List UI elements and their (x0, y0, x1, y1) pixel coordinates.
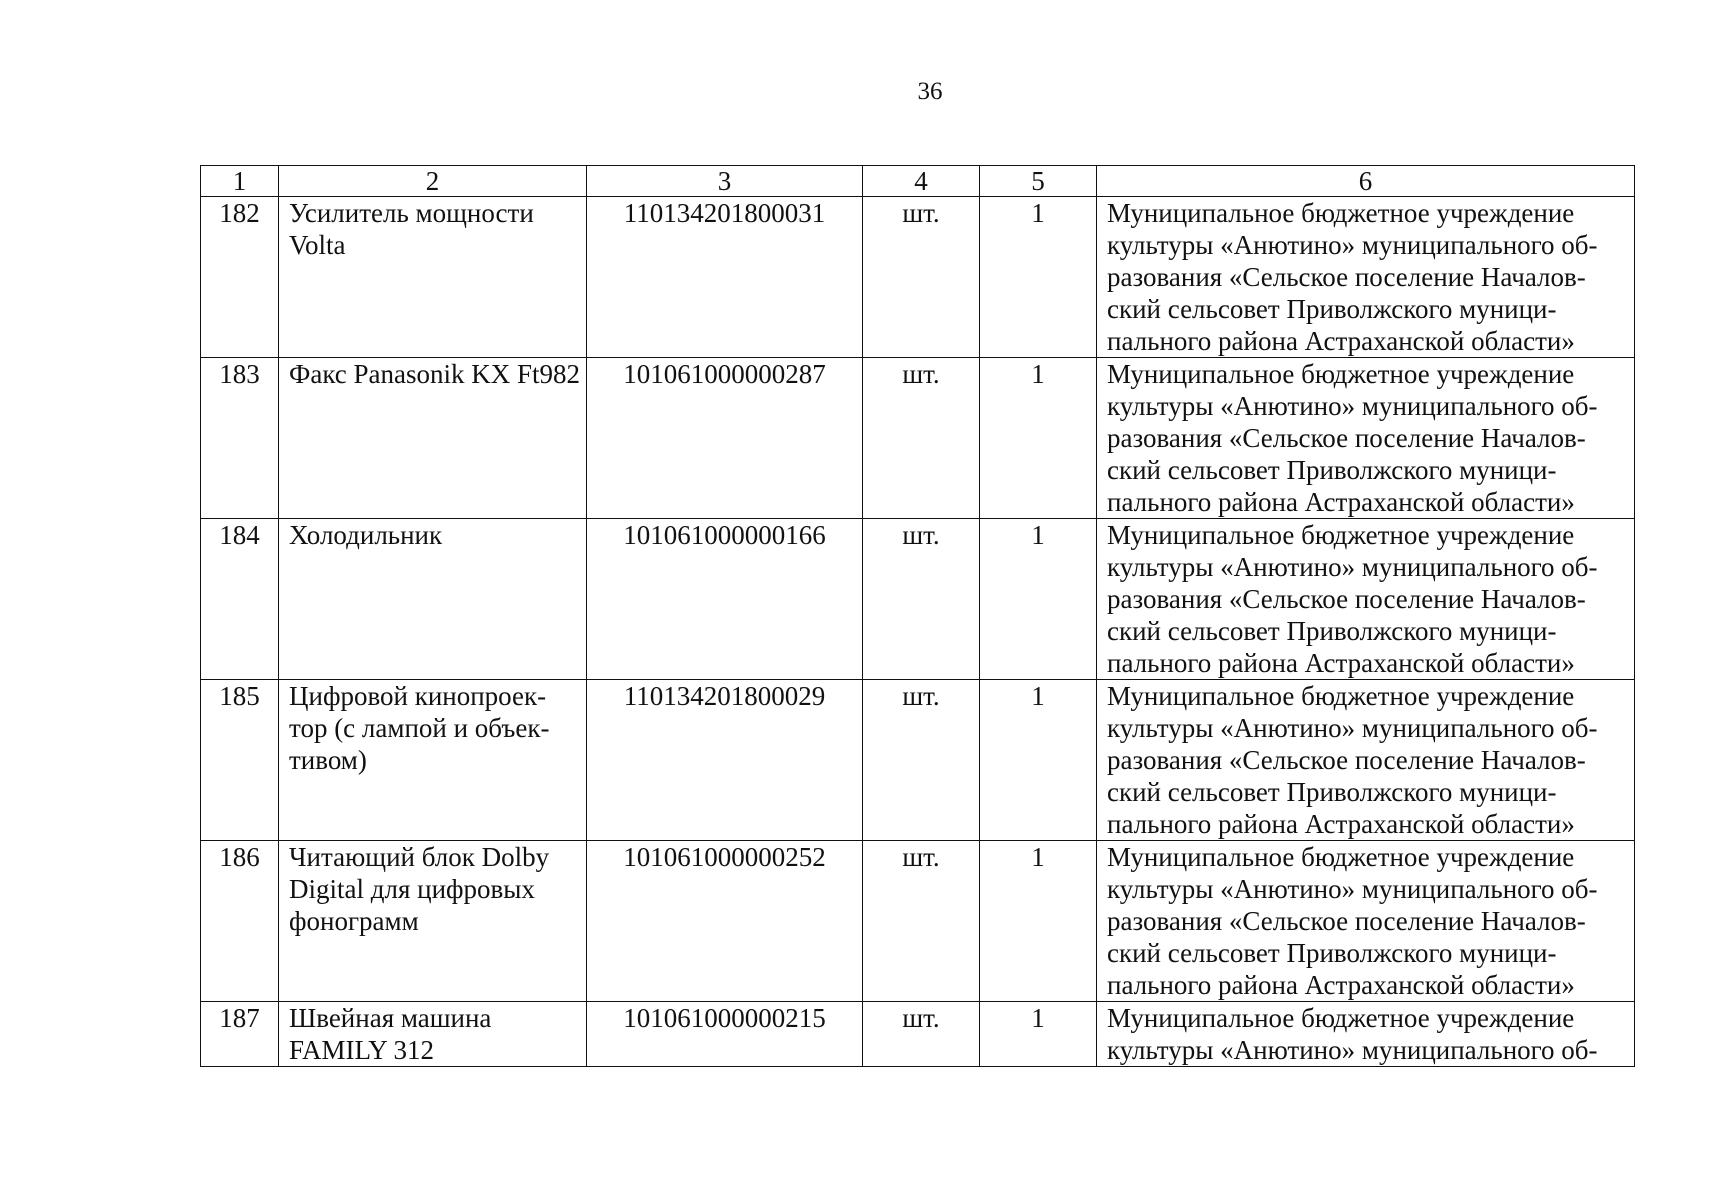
inventory-code: 101061000000287 (587, 358, 863, 519)
owner-organization: Муниципальное бюджетное учреждение культуры «Анютино» муниципального об- разования «Сельское поселение Началов- ский сельсовет Приволжского муници- пального района Астраханской области» (1097, 680, 1635, 841)
unit-of-measure: шт. (863, 358, 980, 519)
item-name: Читающий блок Dolby Digital для цифровых фонограмм (279, 841, 587, 1002)
table-row (201, 197, 1635, 358)
inventory-table-container (200, 165, 1635, 1067)
item-name: Факс Panasonik KX Ft982 (279, 358, 587, 519)
table-row (201, 680, 1635, 841)
unit-of-measure: шт. (863, 841, 980, 1002)
header-col-2: 2 (279, 166, 587, 197)
row-number: 184 (201, 519, 279, 680)
quantity: 1 (980, 1002, 1097, 1067)
owner-organization: Муниципальное бюджетное учреждение культуры «Анютино» муниципального об- разования «Сельское поселение Началов- ский сельсовет Приволжского муници- пального района Астраханской области» (1097, 358, 1635, 519)
quantity: 1 (980, 358, 1097, 519)
table-row (201, 841, 1635, 1002)
inventory-code: 101061000000215 (587, 1002, 863, 1067)
item-name: Усилитель мощности Volta (279, 197, 587, 358)
header-col-6: 6 (1097, 166, 1635, 197)
table-row (201, 1002, 1635, 1067)
item-name: Холодильник (279, 519, 587, 680)
row-number: 182 (201, 197, 279, 358)
quantity: 1 (980, 841, 1097, 1002)
header-col-4: 4 (863, 166, 980, 197)
quantity: 1 (980, 680, 1097, 841)
owner-organization: Муниципальное бюджетное учреждение культуры «Анютино» муниципального об- разования «Сельское поселение Началов- ский сельсовет Приволжского муници- пального района Астраханской области» (1097, 519, 1635, 680)
quantity: 1 (980, 197, 1097, 358)
row-number: 185 (201, 680, 279, 841)
inventory-code: 101061000000252 (587, 841, 863, 1002)
unit-of-measure: шт. (863, 197, 980, 358)
item-name: Цифровой кинопроек-тор (с лампой и объек-тивом) (279, 680, 587, 841)
row-number: 183 (201, 358, 279, 519)
row-number: 187 (201, 1002, 279, 1067)
owner-organization: Муниципальное бюджетное учреждение культуры «Анютино» муниципального об- разования «Сельское поселение Началов- ский сельсовет Приволжского муници- пального района Астраханской области» (1097, 197, 1635, 358)
inventory-code: 110134201800029 (587, 680, 863, 841)
table-header-row (201, 166, 1635, 197)
page-number: 36 (917, 78, 943, 105)
unit-of-measure: шт. (863, 519, 980, 680)
unit-of-measure: шт. (863, 680, 980, 841)
inventory-table (200, 165, 1635, 1067)
unit-of-measure: шт. (863, 1002, 980, 1067)
header-col-5: 5 (980, 166, 1097, 197)
inventory-code: 101061000000166 (587, 519, 863, 680)
table-row (201, 358, 1635, 519)
header-col-1: 1 (201, 166, 279, 197)
table-row (201, 519, 1635, 680)
inventory-code: 110134201800031 (587, 197, 863, 358)
quantity: 1 (980, 519, 1097, 680)
owner-organization: Муниципальное бюджетное учреждение культуры «Анютино» муниципального об- (1097, 1002, 1635, 1067)
header-col-3: 3 (587, 166, 863, 197)
row-number: 186 (201, 841, 279, 1002)
item-name: Швейная машина FAMILY 312 (279, 1002, 587, 1067)
owner-organization: Муниципальное бюджетное учреждение культуры «Анютино» муниципального об- разования «Сельское поселение Началов- ский сельсовет Приволжского муници- пального района Астраханской области» (1097, 841, 1635, 1002)
